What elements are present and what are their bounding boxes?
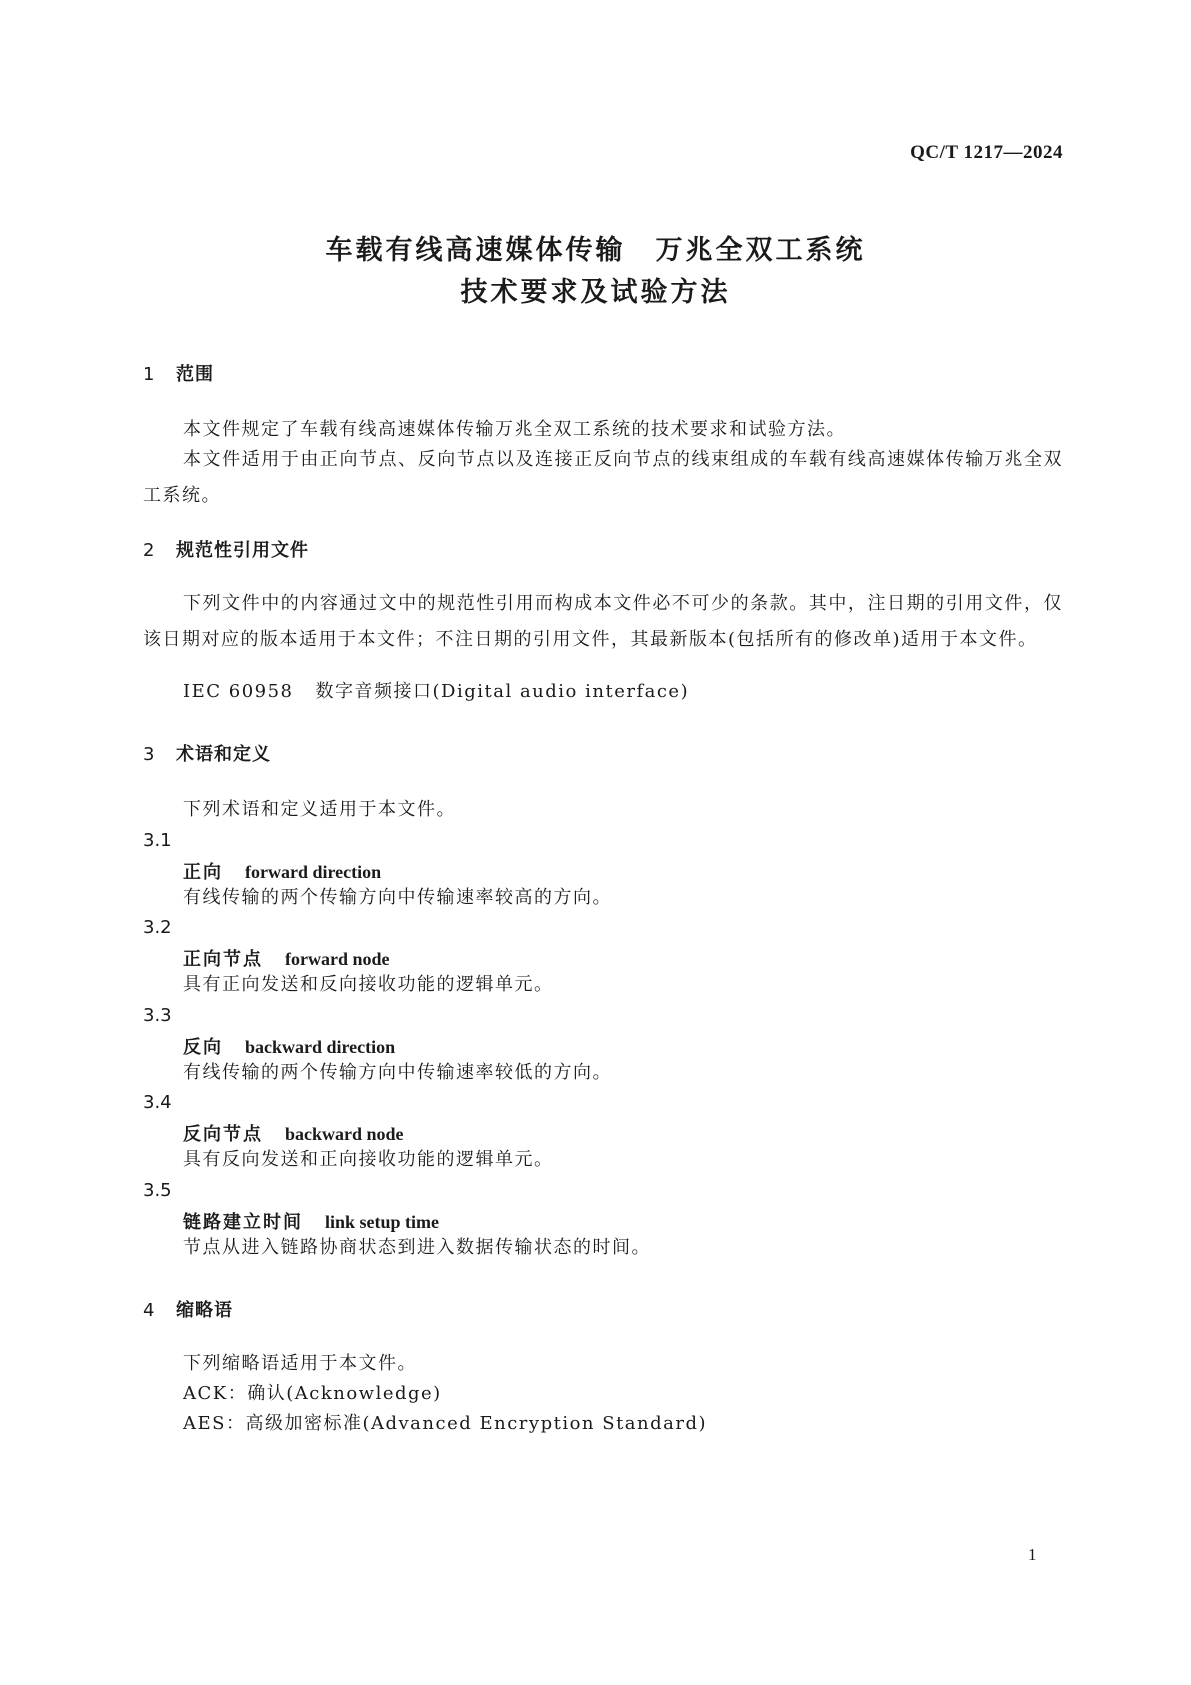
term-english: backward direction (245, 1037, 396, 1057)
term-number: 3.3 (143, 1005, 172, 1026)
section-title: 规范性引用文件 (176, 540, 309, 561)
abbreviation-item: ACK：确认(Acknowledge) (183, 1383, 442, 1404)
page-number: 1 (1028, 1545, 1037, 1564)
term-number: 3.1 (143, 830, 172, 851)
term-number: 3.5 (143, 1180, 172, 1201)
section-number: 2 (143, 540, 156, 561)
section-1-paragraph-2: 本文件适用于由正向节点、反向节点以及连接正反向节点的线束组成的车载有线高速媒体传输万兆全双工系统。 (143, 449, 1063, 506)
section-3-intro: 下列术语和定义适用于本文件。 (183, 799, 456, 820)
abbreviation-item: AES：高级加密标准(Advanced Encryption Standard) (183, 1413, 708, 1434)
section-1-paragraph-1: 本文件规定了车载有线高速媒体传输万兆全双工系统的技术要求和试验方法。 (183, 419, 846, 440)
term-english: backward node (285, 1124, 404, 1144)
term-definition: 有线传输的两个传输方向中传输速率较低的方向。 (183, 1062, 612, 1083)
term-chinese: 反向 (183, 1037, 223, 1058)
section-number: 1 (143, 364, 156, 385)
section-title: 范围 (176, 364, 214, 385)
term-definition: 有线传输的两个传输方向中传输速率较高的方向。 (183, 887, 612, 908)
term-definition: 节点从进入链路协商状态到进入数据传输状态的时间。 (183, 1237, 651, 1258)
term-definition: 具有正向发送和反向接收功能的逻辑单元。 (183, 974, 554, 995)
section-3-heading (143, 740, 271, 766)
term-number: 3.4 (143, 1092, 172, 1113)
section-2-heading (143, 536, 309, 562)
reference-title: 数字音频接口(Digital audio interface) (315, 681, 690, 702)
term-chinese: 正向节点 (183, 949, 263, 970)
document-title-line2: 技术要求及试验方法 (460, 277, 731, 308)
term-chinese: 链路建立时间 (183, 1212, 303, 1233)
standard-code: QC/T 1217—2024 (910, 142, 1063, 163)
section-title: 术语和定义 (176, 744, 271, 765)
section-2-paragraph-1: 下列文件中的内容通过文中的规范性引用而构成本文件必不可少的条款。其中，注日期的引用文件，仅该日期对应的版本适用于本文件；不注日期的引用文件，其最新版本(包括所有的修改单)适用于本文件。 (143, 593, 1063, 650)
section-1-heading (143, 360, 214, 386)
section-number: 3 (143, 744, 156, 765)
term-chinese: 正向 (183, 862, 223, 883)
term-english: link setup time (325, 1212, 440, 1232)
term-english: forward node (285, 949, 390, 969)
term-definition: 具有反向发送和正向接收功能的逻辑单元。 (183, 1149, 554, 1170)
term-english: forward direction (245, 862, 382, 882)
term-chinese: 反向节点 (183, 1124, 263, 1145)
term-number: 3.2 (143, 917, 172, 938)
section-4-intro: 下列缩略语适用于本文件。 (183, 1353, 417, 1374)
normative-reference (183, 674, 689, 710)
section-title: 缩略语 (176, 1300, 233, 1321)
section-number: 4 (143, 1300, 156, 1321)
section-4-heading (143, 1296, 233, 1322)
document-title-line1: 车载有线高速媒体传输 万兆全双工系统 (325, 235, 866, 266)
reference-code: IEC 60958 (183, 681, 294, 702)
